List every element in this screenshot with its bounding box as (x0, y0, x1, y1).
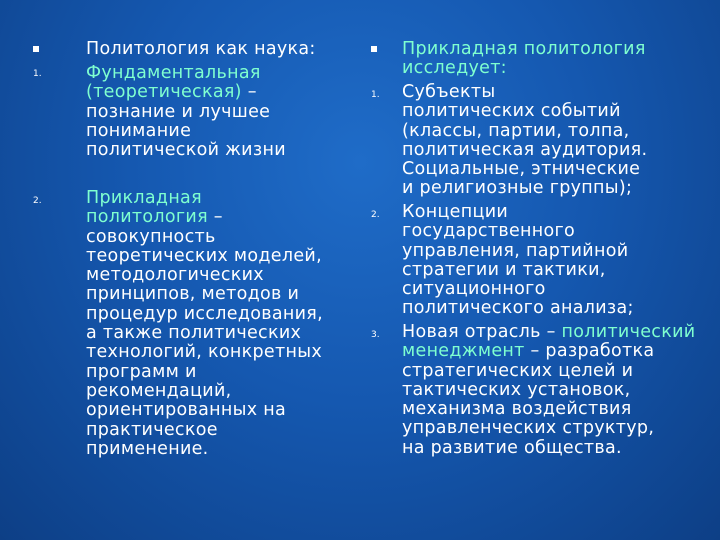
left-item2-rest: – совокупность теоретических моделей, методологических принципов, методов и процедур исследования, а также политических технологий, конкретных программ и рекомендаций, ориентированных на практическое применение. (86, 207, 323, 459)
right-item2-text: Концепции государственного управления, партийной стратегии и тактики, ситуационного политического анализа; (402, 202, 634, 319)
left-item2-text (86, 189, 351, 459)
right-item3-rest: – разработка стратегических целей и тактических установок, механизма воздействия управленческих структур, на развитие общества. (402, 341, 655, 458)
right-item3-text (402, 323, 712, 458)
right-item3-highlight: политический менеджмент (402, 322, 696, 362)
left-item2-number: 2. (33, 196, 42, 206)
right-item1-number: 1. (371, 90, 380, 100)
right-item3-number: 3. (371, 330, 380, 340)
right-heading: Прикладная политология исследует: (402, 39, 646, 79)
left-heading: Политология как наука: (86, 39, 316, 59)
right-item2-number: 2. (371, 210, 380, 220)
bullet-square-icon (371, 46, 377, 52)
right-item1-text: Субъекты политических событий (классы, партии, толпа, политическая аудитория. Социальные, этнические и религиозные группы); (402, 82, 648, 199)
left-item2-highlight: Прикладная политология (86, 188, 208, 228)
bullet-square-icon (33, 46, 39, 52)
left-item1-highlight: Фундаментальная (теоретическая) (86, 63, 261, 103)
left-item1-text (86, 64, 346, 160)
right-item3-before: Новая отрасль – (402, 322, 562, 342)
left-item1-rest: – познание и лучшее понимание политической жизни (86, 82, 286, 161)
left-item1-number: 1. (33, 69, 42, 79)
